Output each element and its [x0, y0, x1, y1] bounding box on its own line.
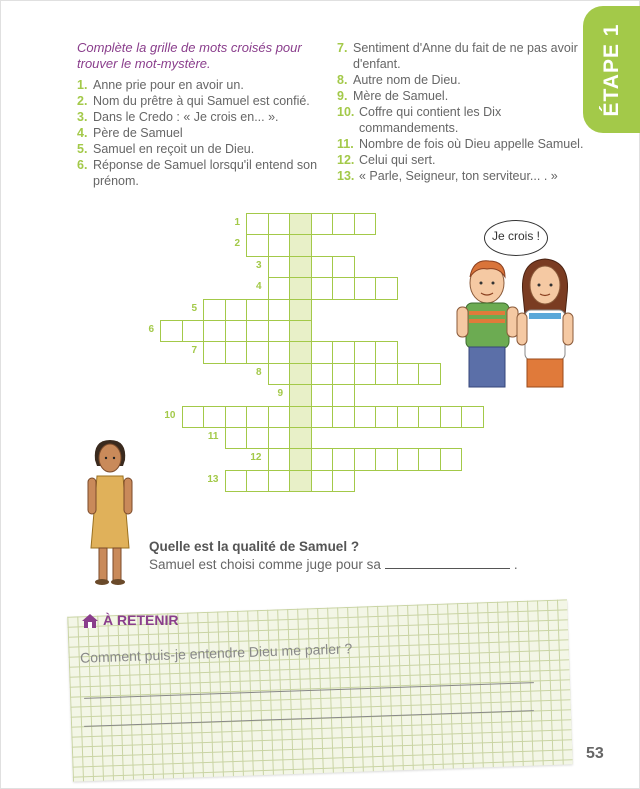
grid-cell[interactable]	[268, 363, 291, 385]
grid-cell[interactable]	[397, 363, 420, 385]
grid-cell[interactable]	[246, 320, 269, 342]
row-number: 3	[255, 259, 262, 271]
row-number: 13	[207, 473, 219, 485]
row-number: 6	[148, 324, 154, 335]
clue-item: 10. Coffre qui contient les Dix commandements.	[337, 105, 502, 135]
grid-cell[interactable]	[311, 384, 334, 406]
question-title: Quelle est la qualité de Samuel ?	[149, 539, 360, 554]
grid-cell[interactable]	[268, 277, 291, 299]
clue-item: 2. Nom du prêtre à qui Samuel est confié.	[77, 94, 310, 108]
clue-item: 8. Autre nom de Dieu.	[337, 73, 461, 87]
grid-cell[interactable]	[354, 448, 377, 470]
grid-cell[interactable]	[246, 406, 269, 428]
grid-cell[interactable]	[375, 448, 398, 470]
grid-cell[interactable]	[332, 384, 355, 406]
bubble-text: Je crois !	[491, 229, 540, 243]
row-number: 1	[234, 217, 240, 228]
mystery-cell[interactable]	[289, 320, 312, 342]
grid-cell[interactable]	[440, 406, 463, 428]
answer-blank[interactable]	[385, 568, 510, 569]
mystery-cell[interactable]	[289, 384, 312, 406]
grid-cell[interactable]	[311, 256, 334, 278]
clue-item: 12. Celui qui sert.	[337, 153, 436, 167]
retain-heading: À RETENIR	[81, 612, 178, 629]
grid-cell[interactable]	[246, 427, 269, 449]
grid-cell[interactable]	[268, 448, 291, 470]
grid-cell[interactable]	[332, 363, 355, 385]
mystery-cell[interactable]	[289, 234, 312, 256]
grid-cell[interactable]	[246, 234, 269, 256]
retain-prompt: Comment puis-je entendre Dieu me parler ?	[79, 640, 353, 666]
grid-cell[interactable]	[461, 406, 484, 428]
grid-cell[interactable]	[418, 448, 441, 470]
clue-item: 3. Dans le Credo : « Je crois en... ».	[77, 110, 279, 124]
grid-cell[interactable]	[203, 299, 226, 321]
grid-cell[interactable]	[354, 341, 377, 363]
row-number: 11	[207, 431, 219, 442]
clue-item: 11. Nombre de fois où Dieu appelle Samuel.	[337, 137, 584, 151]
grid-cell[interactable]	[225, 341, 248, 363]
grid-cell[interactable]	[440, 448, 463, 470]
row-number: 5	[191, 302, 197, 314]
page-number: 53	[586, 745, 604, 762]
row-number: 2	[234, 238, 240, 250]
house-icon	[81, 613, 99, 629]
grid-cell[interactable]	[203, 406, 226, 428]
grid-cell[interactable]	[332, 213, 355, 235]
grid-cell[interactable]	[397, 406, 420, 428]
grid-cell[interactable]	[160, 320, 183, 342]
clue-item: 4. Père de Samuel	[77, 126, 183, 140]
grid-cell[interactable]	[225, 406, 248, 428]
grid-cell[interactable]	[375, 406, 398, 428]
grid-cell[interactable]	[225, 299, 248, 321]
grid-cell[interactable]	[225, 470, 248, 492]
girl-illustration	[515, 255, 575, 390]
answer-sentence: Samuel est choisi comme juge pour sa .	[149, 557, 518, 572]
grid-cell[interactable]	[375, 363, 398, 385]
row-number: 9	[277, 388, 283, 400]
mystery-cell[interactable]	[289, 256, 312, 278]
grid-cell[interactable]	[332, 256, 355, 278]
grid-cell[interactable]	[268, 427, 291, 449]
row-number: 10	[164, 409, 176, 421]
grid-cell[interactable]	[182, 406, 205, 428]
grid-cell[interactable]	[332, 341, 355, 363]
row-number: 4	[255, 281, 262, 293]
grid-cell[interactable]	[332, 277, 355, 299]
grid-cell[interactable]	[268, 299, 291, 321]
grid-cell[interactable]	[418, 406, 441, 428]
grid-cell[interactable]	[354, 213, 377, 235]
grid-cell[interactable]	[354, 277, 377, 299]
grid-cell[interactable]	[332, 406, 355, 428]
grid-cell[interactable]	[182, 320, 205, 342]
mystery-cell[interactable]	[289, 299, 312, 321]
clue-item: 9. Mère de Samuel.	[337, 89, 449, 103]
mystery-cell[interactable]	[289, 363, 312, 385]
grid-cell[interactable]	[397, 448, 420, 470]
grid-cell[interactable]	[418, 363, 441, 385]
clue-item: 5. Samuel en reçoit un de Dieu.	[77, 142, 255, 156]
grid-cell[interactable]	[268, 256, 291, 278]
grid-cell[interactable]	[246, 299, 269, 321]
grid-cell[interactable]	[311, 406, 334, 428]
grid-cell[interactable]	[311, 363, 334, 385]
clue-item: 1. Anne prie pour en avoir un.	[77, 78, 244, 92]
grid-cell[interactable]	[311, 448, 334, 470]
mystery-cell[interactable]	[289, 277, 312, 299]
grid-cell[interactable]	[246, 470, 269, 492]
grid-cell[interactable]	[246, 341, 269, 363]
grid-cell[interactable]	[225, 427, 248, 449]
mystery-cell[interactable]	[289, 406, 312, 428]
instructions: Complète la grille de mots croisés pour trouver le mot-mystère.	[77, 40, 302, 71]
grid-cell[interactable]	[332, 470, 355, 492]
grid-cell[interactable]	[203, 341, 226, 363]
mystery-cell[interactable]	[289, 470, 312, 492]
grid-cell[interactable]	[311, 470, 334, 492]
grid-cell[interactable]	[354, 363, 377, 385]
mystery-cell[interactable]	[289, 427, 312, 449]
grid-cell[interactable]	[311, 277, 334, 299]
samuel-illustration	[85, 438, 135, 586]
grid-cell[interactable]	[332, 448, 355, 470]
grid-cell[interactable]	[268, 406, 291, 428]
grid-cell[interactable]	[311, 341, 334, 363]
grid-cell[interactable]	[375, 277, 398, 299]
grid-cell[interactable]	[268, 320, 291, 342]
grid-cell[interactable]	[203, 320, 226, 342]
mystery-cell[interactable]	[289, 213, 312, 235]
clue-item: 6. Réponse de Samuel lorsqu'il entend son prénom.	[77, 158, 318, 188]
grid-cell[interactable]	[268, 341, 291, 363]
speech-bubble	[484, 220, 548, 256]
grid-cell[interactable]	[246, 213, 269, 235]
grid-cell[interactable]	[268, 213, 291, 235]
step-label: ÉTAPE 1	[599, 23, 623, 116]
grid-cell[interactable]	[225, 320, 248, 342]
boy-illustration	[455, 255, 520, 390]
mystery-cell[interactable]	[289, 341, 312, 363]
row-number: 8	[255, 366, 262, 378]
grid-cell[interactable]	[311, 213, 334, 235]
row-number: 7	[191, 345, 197, 357]
grid-cell[interactable]	[268, 470, 291, 492]
grid-cell[interactable]	[375, 341, 398, 363]
grid-cell[interactable]	[354, 406, 377, 428]
clue-item: 7. Sentiment d'Anne du fait de ne pas avoir d'enfant.	[337, 41, 578, 71]
row-number: 12	[250, 452, 262, 464]
clue-item: 13. « Parle, Seigneur, ton serviteur... . »	[337, 169, 558, 183]
grid-cell[interactable]	[268, 234, 291, 256]
mystery-cell[interactable]	[289, 448, 312, 470]
